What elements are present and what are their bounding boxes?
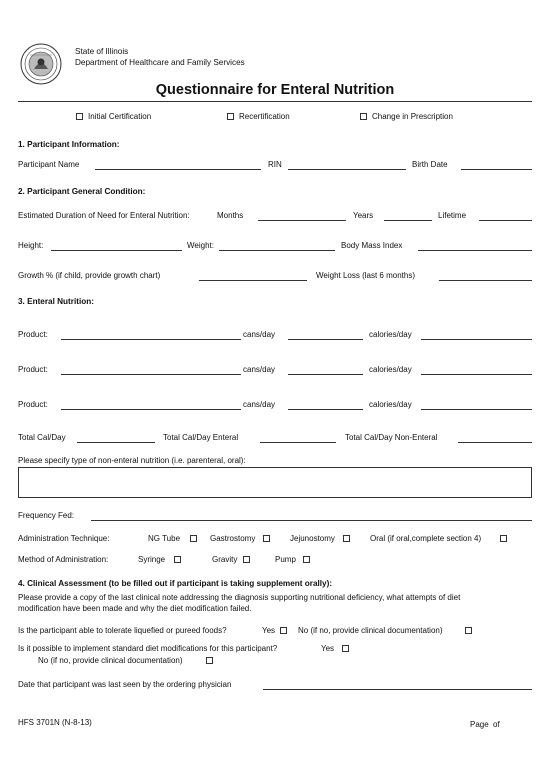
- weight-loss-field[interactable]: [439, 280, 532, 281]
- cans-label-3: cans/day: [243, 400, 276, 409]
- bmi-label: Body Mass Index: [341, 241, 403, 250]
- months-label: Months: [217, 211, 244, 220]
- product-field-2[interactable]: [61, 374, 241, 375]
- years-label: Years: [353, 211, 374, 220]
- cans-field-3[interactable]: [288, 409, 363, 410]
- height-label: Height:: [18, 241, 44, 250]
- calories-label-2: calories/day: [369, 365, 412, 374]
- initial-certification-label: Initial Certification: [88, 112, 152, 121]
- illinois-state-seal: [20, 43, 62, 85]
- height-field[interactable]: [51, 250, 182, 251]
- tolerate-yes-label: Yes: [262, 626, 276, 635]
- section4-paragraph-line1: Please provide a copy of the last clinical note addressing the diagnosis supporting nutritional deficiency, what attempts of diet: [18, 593, 461, 602]
- weight-field[interactable]: [219, 250, 335, 251]
- product-label-2: Product:: [18, 365, 48, 374]
- gastrostomy-label: Gastrostomy: [210, 534, 256, 543]
- cans-label-1: cans/day: [243, 330, 276, 339]
- total-cal-label: Total Cal/Day: [18, 433, 66, 442]
- product-label-1: Product:: [18, 330, 48, 339]
- recertification-checkbox[interactable]: [227, 113, 234, 120]
- state-name: State of Illinois: [75, 47, 129, 56]
- change-prescription-checkbox[interactable]: [360, 113, 367, 120]
- jejunostomy-label: Jejunostomy: [290, 534, 335, 543]
- syringe-checkbox[interactable]: [174, 556, 181, 563]
- cans-field-1[interactable]: [288, 339, 363, 340]
- weight-label: Weight:: [187, 241, 214, 250]
- diet-no-label: No (if no, provide clinical documentation): [38, 656, 183, 665]
- ng-tube-checkbox[interactable]: [190, 535, 197, 542]
- participant-name-label: Participant Name: [18, 160, 80, 169]
- syringe-label: Syringe: [138, 555, 166, 564]
- lifetime-label: Lifetime: [438, 211, 467, 220]
- frequency-field[interactable]: [91, 520, 532, 521]
- gastrostomy-checkbox[interactable]: [263, 535, 270, 542]
- jejunostomy-checkbox[interactable]: [343, 535, 350, 542]
- lifetime-field[interactable]: [479, 220, 532, 221]
- non-enteral-textarea[interactable]: [18, 467, 532, 498]
- tolerate-no-checkbox[interactable]: [465, 627, 472, 634]
- product-label-3: Product:: [18, 400, 48, 409]
- gravity-label: Gravity: [212, 555, 238, 564]
- weight-loss-label: Weight Loss (last 6 months): [316, 271, 416, 280]
- calories-field-2[interactable]: [421, 374, 532, 375]
- frequency-label: Frequency Fed:: [18, 511, 75, 520]
- method-label: Method of Administration:: [18, 555, 109, 564]
- specify-label: Please specify type of non-enteral nutrition (i.e. parenteral, oral):: [18, 456, 246, 465]
- change-prescription-label: Change in Prescription: [372, 112, 453, 121]
- total-non-enteral-field[interactable]: [458, 442, 532, 443]
- growth-label: Growth % (if child, provide growth chart): [18, 271, 161, 280]
- total-enteral-label: Total Cal/Day Enteral: [163, 433, 239, 442]
- pump-label: Pump: [275, 555, 296, 564]
- product-field-3[interactable]: [61, 409, 241, 410]
- tolerate-yes-checkbox[interactable]: [280, 627, 287, 634]
- gravity-checkbox[interactable]: [243, 556, 250, 563]
- total-enteral-field[interactable]: [260, 442, 336, 443]
- initial-certification-checkbox[interactable]: [76, 113, 83, 120]
- diet-yes-checkbox[interactable]: [342, 645, 349, 652]
- years-field[interactable]: [384, 220, 432, 221]
- department-name: Department of Healthcare and Family Services: [75, 58, 245, 67]
- diet-modification-question: Is it possible to implement standard diet modifications for this participant?: [18, 644, 278, 653]
- cans-label-2: cans/day: [243, 365, 276, 374]
- last-seen-label: Date that participant was last seen by the ordering physician: [18, 680, 232, 689]
- bmi-field[interactable]: [418, 250, 532, 251]
- section4-heading: 4. Clinical Assessment (to be filled out if participant is taking supplement orally):: [18, 579, 333, 588]
- total-non-enteral-label: Total Cal/Day Non-Enteral: [345, 433, 438, 442]
- last-seen-field[interactable]: [263, 689, 532, 690]
- diet-no-checkbox[interactable]: [206, 657, 213, 664]
- technique-label: Administration Technique:: [18, 534, 110, 543]
- pump-checkbox[interactable]: [303, 556, 310, 563]
- section4-paragraph-line2: modification have been made and why the diet modification failed.: [18, 604, 252, 613]
- recertification-label: Recertification: [239, 112, 290, 121]
- tolerate-no-label: No (if no, provide clinical documentation): [298, 626, 443, 635]
- rin-field[interactable]: [288, 169, 406, 170]
- cans-field-2[interactable]: [288, 374, 363, 375]
- diet-yes-label: Yes: [321, 644, 335, 653]
- duration-label: Estimated Duration of Need for Enteral Nutrition:: [18, 211, 190, 220]
- section1-heading: 1. Participant Information:: [18, 140, 120, 149]
- title-divider: [18, 101, 532, 102]
- calories-field-3[interactable]: [421, 409, 532, 410]
- page-of-label: of: [493, 720, 500, 729]
- participant-name-field[interactable]: [95, 169, 261, 170]
- months-field[interactable]: [258, 220, 346, 221]
- tolerate-question: Is the participant able to tolerate liquefied or pureed foods?: [18, 626, 227, 635]
- oral-label: Oral (if oral,complete section 4): [370, 534, 482, 543]
- calories-label-1: calories/day: [369, 330, 412, 339]
- section2-heading: 2. Participant General Condition:: [18, 187, 146, 196]
- form-id: HFS 3701N (N-8-13): [18, 718, 92, 727]
- form-title: Questionnaire for Enteral Nutrition: [155, 82, 395, 98]
- birth-date-label: Birth Date: [412, 160, 448, 169]
- product-field-1[interactable]: [61, 339, 241, 340]
- growth-field[interactable]: [199, 280, 307, 281]
- calories-label-3: calories/day: [369, 400, 412, 409]
- oral-checkbox[interactable]: [500, 535, 507, 542]
- calories-field-1[interactable]: [421, 339, 532, 340]
- birth-date-field[interactable]: [461, 169, 532, 170]
- ng-tube-label: NG Tube: [148, 534, 181, 543]
- total-cal-field[interactable]: [77, 442, 155, 443]
- section3-heading: 3. Enteral Nutrition:: [18, 297, 94, 306]
- page-label: Page: [470, 720, 489, 729]
- rin-label: RIN: [268, 160, 282, 169]
